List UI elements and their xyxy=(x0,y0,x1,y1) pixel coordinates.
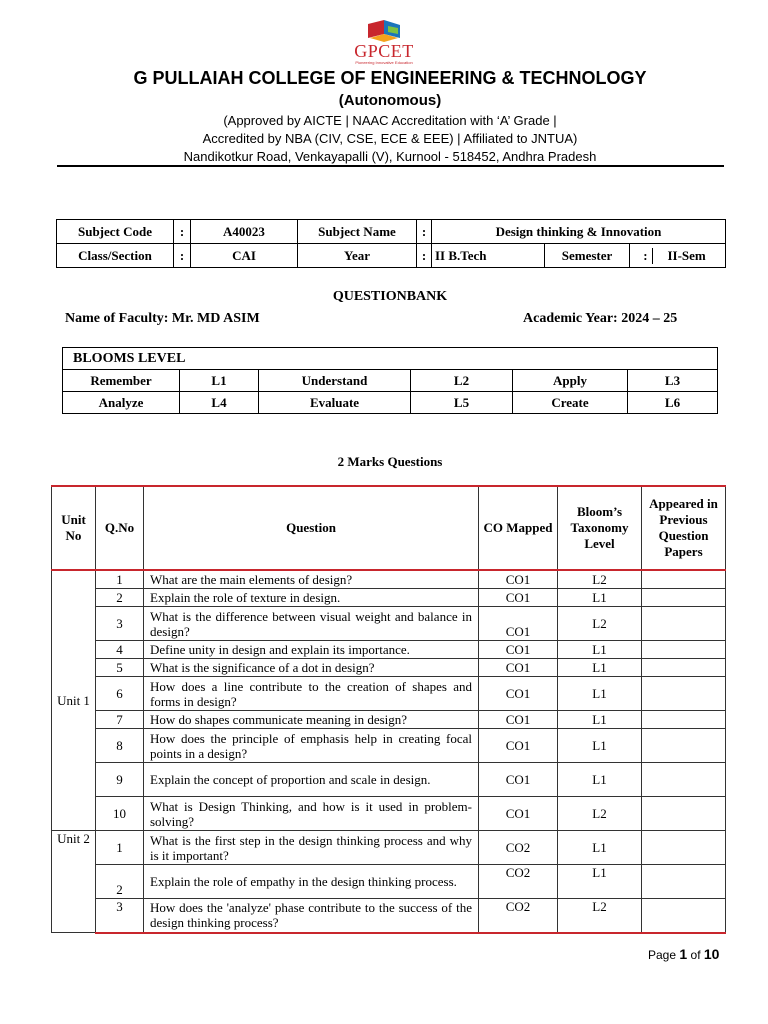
qno: 1 xyxy=(96,570,144,589)
logo-text: GPCET xyxy=(354,41,414,61)
question-text: Explain the role of texture in design. xyxy=(144,589,479,607)
unit-1-label: Unit 1 xyxy=(52,570,96,831)
question-text: What is the significance of a dot in design? xyxy=(144,659,479,677)
appeared-cell xyxy=(642,729,726,763)
accreditation-line: Accredited by NBA (CIV, CSE, ECE & EEE) | Affiliated to JNTUA) xyxy=(202,131,578,146)
blooms-cell: Create xyxy=(513,392,628,414)
page-word: Page xyxy=(648,948,677,962)
co-mapped: CO1 xyxy=(479,589,558,607)
approval-line: (Approved by AICTE | NAAC Accreditation with ‘A’ Grade | xyxy=(223,113,557,128)
co-mapped: CO2 xyxy=(479,831,558,865)
qno: 1 xyxy=(96,831,144,865)
co-mapped: CO1 xyxy=(479,729,558,763)
blooms-level: L1 xyxy=(558,831,642,865)
header-blooms: Bloom’s Taxonomy Level xyxy=(558,486,642,570)
blooms-level: L1 xyxy=(558,729,642,763)
blooms-cell: L3 xyxy=(628,370,718,392)
blooms-level: L1 xyxy=(558,659,642,677)
logo-tagline: Pioneering Innovative Education xyxy=(355,60,413,65)
question-text: What is Design Thinking, and how is it used in problem-solving? xyxy=(144,797,479,831)
total-pages: 10 xyxy=(703,946,720,962)
blooms-level: L2 xyxy=(558,899,642,933)
blooms-cell: Remember xyxy=(63,370,180,392)
blooms-level: L1 xyxy=(558,677,642,711)
header-unit: Unit No xyxy=(52,486,96,570)
year-label: Year xyxy=(298,244,417,268)
blooms-level: L1 xyxy=(558,763,642,797)
section-title: 2 Marks Questions xyxy=(337,454,443,469)
question-text: What is the difference between visual weight and balance in design? xyxy=(144,607,479,641)
blooms-cell: L6 xyxy=(628,392,718,414)
co-mapped: CO2 xyxy=(479,865,558,899)
subject-info-table xyxy=(56,219,726,268)
qno: 3 xyxy=(96,899,144,933)
co-mapped: CO1 xyxy=(479,711,558,729)
co-mapped: CO1 xyxy=(479,797,558,831)
question-text: Explain the role of empathy in the design thinking process. xyxy=(144,865,479,899)
separator: : xyxy=(174,244,191,268)
co-mapped: CO2 xyxy=(479,899,558,933)
appeared-cell xyxy=(642,677,726,711)
qno: 2 xyxy=(96,589,144,607)
blooms-level-table xyxy=(62,347,718,414)
logo-emblem-icon xyxy=(366,20,402,42)
qno: 8 xyxy=(96,729,144,763)
qno: 3 xyxy=(96,607,144,641)
separator: : xyxy=(417,244,432,268)
autonomous-label: (Autonomous) xyxy=(338,92,442,109)
unit-2-label: Unit 2 xyxy=(52,831,96,933)
faculty-name: Name of Faculty: Mr. MD ASIM xyxy=(65,311,260,326)
blooms-level: L1 xyxy=(558,589,642,607)
questions-table xyxy=(51,485,726,934)
question-bank-title: QUESTIONBANK xyxy=(332,289,448,304)
class-value: CAI xyxy=(191,244,298,268)
blooms-level: L2 xyxy=(558,570,642,589)
blooms-cell: Analyze xyxy=(63,392,180,414)
blooms-cell: L5 xyxy=(411,392,513,414)
header-qno: Q.No xyxy=(96,486,144,570)
qno: 7 xyxy=(96,711,144,729)
college-name: G PULLAIAH COLLEGE OF ENGINEERING & TECHNOLOGY xyxy=(133,68,647,88)
co-mapped: CO1 xyxy=(479,641,558,659)
subject-name-label: Subject Name xyxy=(298,220,417,244)
blooms-cell: Evaluate xyxy=(259,392,411,414)
separator: : xyxy=(174,220,191,244)
appeared-cell xyxy=(642,589,726,607)
blooms-cell: Apply xyxy=(513,370,628,392)
separator: : xyxy=(417,220,432,244)
blooms-level-title: BLOOMS LEVEL xyxy=(63,348,718,370)
page-number xyxy=(648,946,719,962)
question-text: How do shapes communicate meaning in design? xyxy=(144,711,479,729)
of-word: of xyxy=(690,948,701,962)
semester-value: II-Sem xyxy=(667,247,706,263)
question-text: Define unity in design and explain its importance. xyxy=(144,641,479,659)
appeared-cell xyxy=(642,865,726,899)
qno: 10 xyxy=(96,797,144,831)
appeared-cell xyxy=(642,641,726,659)
question-text: How does the 'analyze' phase contribute to the success of the design thinking process? xyxy=(144,899,479,933)
year-value: II B.Tech xyxy=(432,244,545,268)
question-text: How does the principle of emphasis help in creating focal points in a design? xyxy=(144,729,479,763)
question-text: Explain the concept of proportion and scale in design. xyxy=(144,763,479,797)
blooms-cell: L2 xyxy=(411,370,513,392)
blooms-level: L2 xyxy=(558,607,642,641)
blooms-cell: Understand xyxy=(259,370,411,392)
current-page: 1 xyxy=(679,946,688,962)
header-divider xyxy=(57,165,724,167)
qno: 6 xyxy=(96,677,144,711)
blooms-level: L1 xyxy=(558,641,642,659)
question-text: How does a line contribute to the creation of shapes and forms in design? xyxy=(144,677,479,711)
college-logo xyxy=(344,20,424,68)
qno: 9 xyxy=(96,763,144,797)
co-mapped: CO1 xyxy=(479,677,558,711)
appeared-cell xyxy=(642,763,726,797)
question-text: What are the main elements of design? xyxy=(144,570,479,589)
appeared-cell xyxy=(642,570,726,589)
qno: 5 xyxy=(96,659,144,677)
appeared-cell xyxy=(642,607,726,641)
qno: 2 xyxy=(96,865,144,899)
appeared-cell xyxy=(642,899,726,933)
appeared-cell xyxy=(642,659,726,677)
appeared-cell xyxy=(642,797,726,831)
header-co: CO Mapped xyxy=(479,486,558,570)
blooms-cell: L1 xyxy=(180,370,259,392)
question-text: What is the first step in the design thinking process and why is it important? xyxy=(144,831,479,865)
separator: : xyxy=(638,248,653,264)
academic-year: Academic Year: 2024 – 25 xyxy=(523,311,678,326)
header-question: Question xyxy=(144,486,479,570)
subject-name: Design thinking & Innovation xyxy=(432,220,726,244)
blooms-level: L1 xyxy=(558,711,642,729)
blooms-level: L1 xyxy=(558,865,642,899)
appeared-cell xyxy=(642,831,726,865)
co-mapped: CO1 xyxy=(479,607,558,641)
blooms-level: L2 xyxy=(558,797,642,831)
subject-code: A40023 xyxy=(191,220,298,244)
semester-cell xyxy=(630,244,726,268)
blooms-cell: L4 xyxy=(180,392,259,414)
co-mapped: CO1 xyxy=(479,763,558,797)
address-line: Nandikotkur Road, Venkayapalli (V), Kurnool - 518452, Andhra Pradesh xyxy=(183,149,597,164)
header-appeared: Appeared in Previous Question Papers xyxy=(642,486,726,570)
appeared-cell xyxy=(642,711,726,729)
semester-label: Semester xyxy=(545,244,630,268)
co-mapped: CO1 xyxy=(479,570,558,589)
subject-code-label: Subject Code xyxy=(57,220,174,244)
co-mapped: CO1 xyxy=(479,659,558,677)
qno: 4 xyxy=(96,641,144,659)
class-label: Class/Section xyxy=(57,244,174,268)
